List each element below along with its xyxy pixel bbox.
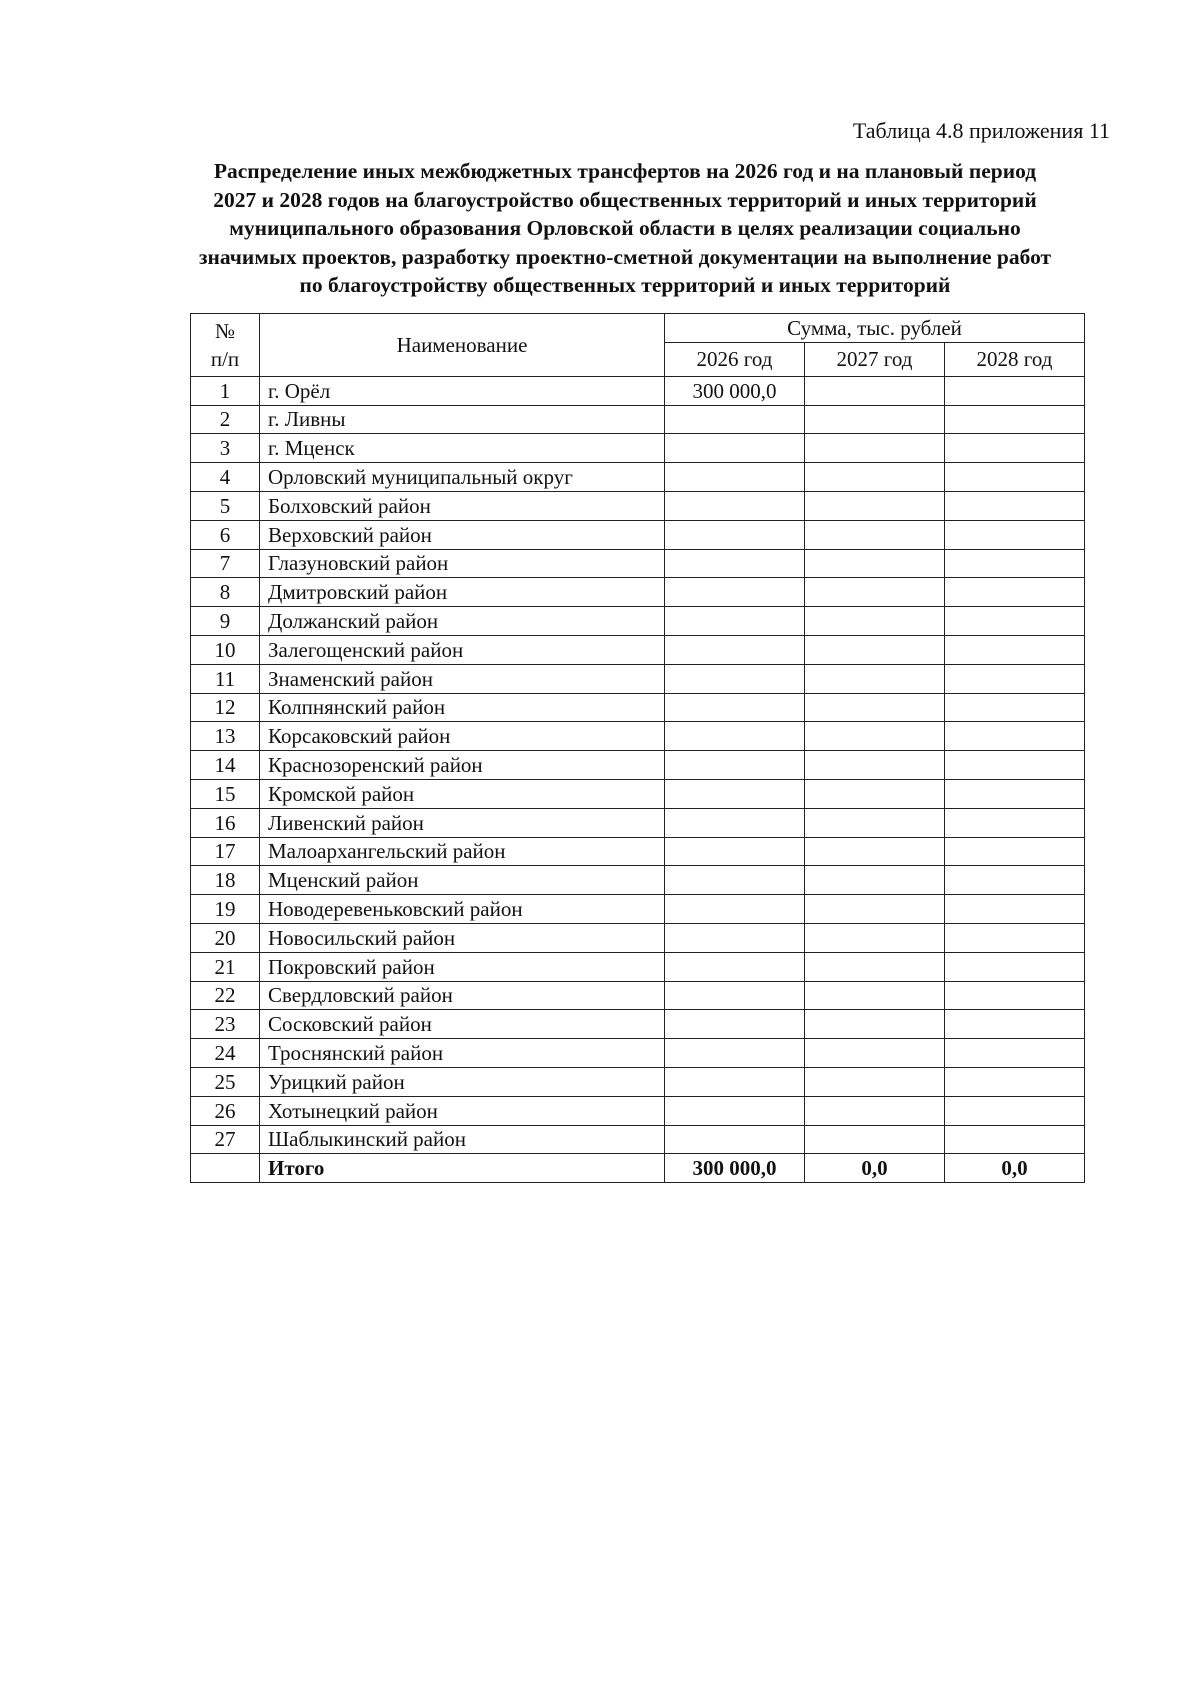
table-row: [191, 607, 1085, 636]
row-name: Мценский район: [260, 866, 665, 895]
row-name: Троснянский район: [260, 1039, 665, 1068]
row-name: Свердловский район: [260, 981, 665, 1010]
row-value-2026: [665, 549, 805, 578]
table-row: [191, 1125, 1085, 1154]
row-value-2027: [805, 952, 945, 981]
table-row: [191, 578, 1085, 607]
row-value-2026: [665, 520, 805, 549]
row-value-2027: [805, 463, 945, 492]
row-value-2028: [945, 952, 1085, 981]
row-value-2027: [805, 549, 945, 578]
row-value-2026: [665, 693, 805, 722]
row-value-2026: [665, 1067, 805, 1096]
row-value-2028: [945, 434, 1085, 463]
table-row: [191, 808, 1085, 837]
header-sum: Сумма, тыс. рублей: [665, 314, 1085, 343]
row-value-2028: [945, 1096, 1085, 1125]
table-row: [191, 520, 1085, 549]
row-value-2027: [805, 491, 945, 520]
row-value-2028: [945, 1125, 1085, 1154]
row-value-2026: [665, 751, 805, 780]
row-value-2027: [805, 635, 945, 664]
row-number: 16: [191, 808, 260, 837]
table-row: [191, 1067, 1085, 1096]
document-title: [140, 157, 1110, 300]
row-value-2027: [805, 923, 945, 952]
row-number: 6: [191, 520, 260, 549]
table-row: [191, 722, 1085, 751]
row-value-2026: [665, 779, 805, 808]
row-name: Шаблыкинский район: [260, 1125, 665, 1154]
table-row: [191, 491, 1085, 520]
row-value-2027: [805, 1096, 945, 1125]
header-number-line2: п/п: [210, 346, 240, 371]
row-value-2027: [805, 405, 945, 434]
row-value-2027: [805, 1010, 945, 1039]
row-name: Малоархангельский район: [260, 837, 665, 866]
row-value-2028: [945, 751, 1085, 780]
row-name: Орловский муниципальный округ: [260, 463, 665, 492]
row-value-2028: [945, 607, 1085, 636]
row-value-2028: [945, 405, 1085, 434]
row-number: 26: [191, 1096, 260, 1125]
total-label: Итого: [260, 1154, 665, 1183]
row-value-2026: [665, 808, 805, 837]
row-value-2028: [945, 923, 1085, 952]
table-row: [191, 1039, 1085, 1068]
row-value-2026: [665, 895, 805, 924]
row-value-2028: [945, 837, 1085, 866]
row-value-2028: [945, 549, 1085, 578]
total-2027: 0,0: [805, 1154, 945, 1183]
row-number: 10: [191, 635, 260, 664]
row-number: 13: [191, 722, 260, 751]
row-name: Должанский район: [260, 607, 665, 636]
title-line: муниципального образования Орловской области в целях реализации социально: [229, 216, 1021, 241]
row-value-2026: [665, 722, 805, 751]
row-name: Сосковский район: [260, 1010, 665, 1039]
row-name: Краснозоренский район: [260, 751, 665, 780]
row-name: Кромской район: [260, 779, 665, 808]
row-name: Урицкий район: [260, 1067, 665, 1096]
row-value-2027: [805, 664, 945, 693]
row-value-2028: [945, 895, 1085, 924]
total-row: [191, 1154, 1085, 1183]
row-value-2026: [665, 866, 805, 895]
row-name: г. Орёл: [260, 376, 665, 405]
row-name: Знаменский район: [260, 664, 665, 693]
transfers-table: [190, 313, 1085, 1183]
row-value-2026: [665, 434, 805, 463]
table-row: [191, 779, 1085, 808]
row-number: 2: [191, 405, 260, 434]
row-value-2028: [945, 722, 1085, 751]
row-number: 20: [191, 923, 260, 952]
row-number: 27: [191, 1125, 260, 1154]
row-value-2026: [665, 923, 805, 952]
row-value-2026: [665, 1096, 805, 1125]
row-value-2028: [945, 520, 1085, 549]
table-row: [191, 664, 1085, 693]
row-value-2028: [945, 1039, 1085, 1068]
row-value-2027: [805, 722, 945, 751]
row-value-2027: [805, 1039, 945, 1068]
row-number: 1: [191, 376, 260, 405]
row-value-2028: [945, 981, 1085, 1010]
row-value-2026: [665, 664, 805, 693]
row-value-2028: [945, 578, 1085, 607]
row-value-2027: [805, 808, 945, 837]
row-number: 19: [191, 895, 260, 924]
row-value-2026: [665, 405, 805, 434]
row-number: 14: [191, 751, 260, 780]
row-value-2026: [665, 578, 805, 607]
title-line: 2027 и 2028 годов на благоустройство общественных территорий и иных территорий: [213, 187, 1037, 212]
row-value-2027: [805, 895, 945, 924]
title-line: по благоустройству общественных территорий и иных территорий: [299, 273, 951, 298]
row-name: Болховский район: [260, 491, 665, 520]
row-name: Ливенский район: [260, 808, 665, 837]
row-number: 15: [191, 779, 260, 808]
row-value-2027: [805, 779, 945, 808]
row-name: г. Мценск: [260, 434, 665, 463]
row-value-2028: [945, 1010, 1085, 1039]
row-number: 21: [191, 952, 260, 981]
header-number-line1: №: [214, 318, 236, 343]
row-number: 11: [191, 664, 260, 693]
header-year-2027: 2027 год: [805, 342, 945, 376]
table-row: [191, 895, 1085, 924]
row-number: 9: [191, 607, 260, 636]
row-value-2027: [805, 520, 945, 549]
title-line: значимых проектов, разработку проектно-сметной документации на выполнение работ: [198, 244, 1052, 269]
table-row: [191, 376, 1085, 405]
table-caption: Таблица 4.8 приложения 11: [852, 118, 1110, 143]
table-row: [191, 635, 1085, 664]
title-line: Распределение иных межбюджетных трансфертов на 2026 год и на плановый период: [213, 159, 1037, 183]
row-number: 7: [191, 549, 260, 578]
row-value-2026: [665, 1125, 805, 1154]
row-name: Хотынецкий район: [260, 1096, 665, 1125]
table-row: [191, 837, 1085, 866]
row-value-2027: [805, 981, 945, 1010]
table-row: [191, 405, 1085, 434]
row-name: Покровский район: [260, 952, 665, 981]
row-value-2028: [945, 693, 1085, 722]
total-number-cell: [191, 1154, 260, 1183]
row-value-2026: [665, 491, 805, 520]
row-number: 5: [191, 491, 260, 520]
row-number: 8: [191, 578, 260, 607]
table-header: [191, 314, 1085, 377]
row-value-2027: [805, 751, 945, 780]
row-value-2027: [805, 1067, 945, 1096]
row-value-2028: [945, 664, 1085, 693]
row-value-2028: [945, 1067, 1085, 1096]
row-value-2027: [805, 434, 945, 463]
row-value-2026: [665, 837, 805, 866]
row-number: 24: [191, 1039, 260, 1068]
row-value-2028: [945, 866, 1085, 895]
row-value-2028: [945, 779, 1085, 808]
row-value-2028: [945, 376, 1085, 405]
row-value-2027: [805, 837, 945, 866]
row-value-2027: [805, 578, 945, 607]
table-row: [191, 923, 1085, 952]
table-row: [191, 981, 1085, 1010]
row-value-2028: [945, 491, 1085, 520]
row-name: г. Ливны: [260, 405, 665, 434]
row-value-2028: [945, 463, 1085, 492]
row-name: Глазуновский район: [260, 549, 665, 578]
table-row: [191, 549, 1085, 578]
row-value-2026: [665, 981, 805, 1010]
row-name: Корсаковский район: [260, 722, 665, 751]
row-value-2026: [665, 607, 805, 636]
row-value-2027: [805, 607, 945, 636]
header-number: [191, 314, 260, 377]
row-value-2027: [805, 1125, 945, 1154]
row-number: 12: [191, 693, 260, 722]
row-number: 18: [191, 866, 260, 895]
row-name: Верховский район: [260, 520, 665, 549]
table-row: [191, 1096, 1085, 1125]
row-value-2026: [665, 1010, 805, 1039]
row-name: Новосильский район: [260, 923, 665, 952]
row-value-2026: [665, 463, 805, 492]
row-value-2027: [805, 376, 945, 405]
row-number: 23: [191, 1010, 260, 1039]
table-row: [191, 1010, 1085, 1039]
total-2028: 0,0: [945, 1154, 1085, 1183]
header-year-2028: 2028 год: [945, 342, 1085, 376]
row-number: 17: [191, 837, 260, 866]
row-value-2026: [665, 635, 805, 664]
table-row: [191, 751, 1085, 780]
row-name: Дмитровский район: [260, 578, 665, 607]
table-row: [191, 693, 1085, 722]
table-row: [191, 434, 1085, 463]
row-number: 22: [191, 981, 260, 1010]
row-value-2026: 300 000,0: [665, 376, 805, 405]
row-value-2028: [945, 635, 1085, 664]
row-number: 3: [191, 434, 260, 463]
table-body: [191, 376, 1085, 1183]
row-number: 4: [191, 463, 260, 492]
row-name: Залегощенский район: [260, 635, 665, 664]
header-name: Наименование: [260, 314, 665, 377]
row-name: Колпнянский район: [260, 693, 665, 722]
total-2026: 300 000,0: [665, 1154, 805, 1183]
row-number: 25: [191, 1067, 260, 1096]
table-row: [191, 463, 1085, 492]
row-value-2028: [945, 808, 1085, 837]
row-value-2027: [805, 693, 945, 722]
row-name: Новодеревеньковский район: [260, 895, 665, 924]
row-value-2026: [665, 1039, 805, 1068]
row-value-2026: [665, 952, 805, 981]
header-year-2026: 2026 год: [665, 342, 805, 376]
table-row: [191, 866, 1085, 895]
row-value-2027: [805, 866, 945, 895]
table-row: [191, 952, 1085, 981]
